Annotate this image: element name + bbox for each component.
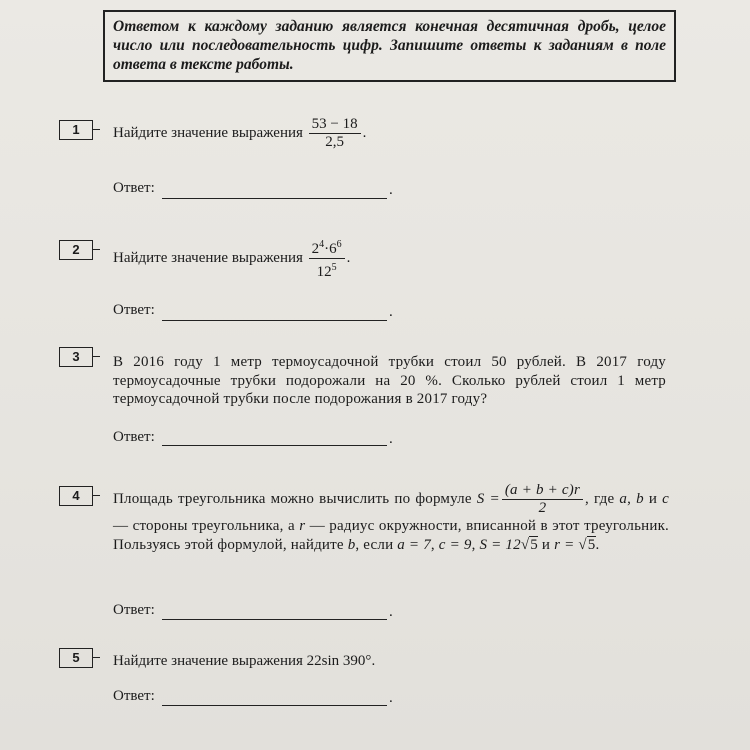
task-number-connector bbox=[93, 356, 100, 357]
var-r: r bbox=[299, 518, 306, 534]
task-1-numerator: 53 − 18 bbox=[309, 116, 361, 134]
task-1-fraction bbox=[309, 116, 361, 151]
sep: , bbox=[627, 490, 637, 507]
task-2-fraction bbox=[309, 236, 345, 281]
cond-s: S = 12 bbox=[479, 536, 521, 553]
task-number-2: 2 bbox=[59, 240, 93, 260]
cond-a: a = 7 bbox=[397, 536, 431, 553]
task-number-3: 3 bbox=[59, 347, 93, 367]
task-3-text: В 2016 году 1 метр термоусадочной трубки стоил 50 рублей. В 2017 году термоусадочные трубки подорожали на 20 %. Сколько рублей стоил 1 метр термоусадочной трубки после подорожания в 2017 году? bbox=[113, 354, 666, 407]
and-word-2: и bbox=[537, 536, 555, 553]
task-2-numerator bbox=[309, 236, 345, 259]
answer-dot-3: . bbox=[389, 431, 393, 447]
task-number-connector bbox=[93, 249, 100, 250]
answer-field-2[interactable] bbox=[162, 306, 387, 321]
cond-r-root: 5 bbox=[587, 536, 596, 553]
var-c: c bbox=[662, 490, 669, 507]
cond-s-root: 5 bbox=[530, 536, 538, 553]
task-2-text bbox=[113, 236, 350, 281]
answer-field-1[interactable] bbox=[162, 184, 387, 199]
var-a: a bbox=[619, 490, 628, 507]
formula-lhs: S = bbox=[476, 490, 500, 507]
instructions-text: Ответом к каждому заданию является конечная десятичная дробь, целое число или последовательность цифр. Запишите ответы к заданиям в поле ответа в тексте работы. bbox=[113, 18, 666, 73]
answer-label-2: Ответ: bbox=[113, 302, 155, 318]
find-b: b bbox=[347, 536, 356, 553]
task-2-period: . bbox=[346, 249, 351, 266]
task-number-connector bbox=[93, 495, 100, 496]
answer-field-5[interactable] bbox=[162, 691, 387, 706]
task-2-base-1: 2 bbox=[311, 241, 320, 257]
formula-fraction bbox=[502, 482, 583, 517]
formula-denominator: 2 bbox=[538, 500, 547, 516]
task-5-expression: 22sin 390° bbox=[306, 653, 372, 669]
task-4-where: , где bbox=[585, 490, 615, 507]
task-4-intro: Площадь треугольника можно вычислить по формуле bbox=[113, 490, 472, 507]
task-2-prompt: Найдите значение выражения bbox=[113, 249, 303, 266]
task-number-1: 1 bbox=[59, 120, 93, 140]
task-4-sides-text: — стороны треугольника, а bbox=[113, 518, 300, 534]
task-number-connector bbox=[93, 129, 100, 130]
instructions-box bbox=[103, 10, 676, 82]
and-word: и bbox=[643, 490, 663, 507]
answer-dot-5: . bbox=[389, 690, 393, 706]
task-5-period: . bbox=[371, 653, 376, 669]
task-2-exp-2: 6 bbox=[336, 239, 342, 250]
task-2-denominator bbox=[309, 259, 345, 281]
task-2-base-2: 6 bbox=[329, 241, 337, 257]
task-number-connector bbox=[93, 657, 100, 658]
answer-dot-2: . bbox=[389, 304, 393, 320]
answer-dot-1: . bbox=[389, 182, 393, 198]
task-number-4: 4 bbox=[59, 486, 93, 506]
if-word: , если bbox=[355, 536, 398, 553]
task-number-5: 5 bbox=[59, 648, 93, 668]
task-2-dot: · bbox=[324, 241, 330, 257]
var-b: b bbox=[636, 490, 644, 507]
task-4-radius-text: — радиус окружности, вписанной в этот треугольник. Пользуясь этой формулой, найдите bbox=[113, 518, 670, 553]
task-5-text bbox=[113, 652, 375, 670]
answer-label-1: Ответ: bbox=[113, 180, 155, 196]
answer-label-3: Ответ: bbox=[113, 429, 155, 445]
task-1-period: . bbox=[362, 124, 367, 141]
task-1-prompt: Найдите значение выражения bbox=[113, 124, 303, 141]
task-1-denominator: 2,5 bbox=[325, 134, 345, 150]
task-4-text: Площадь треугольника можно вычислить по формуле S = $\frac{(a + b + c)r}{2}$ , где a, b и c — стороны треугольника, а r — радиус окружности, вписанной в этот треугольник. Пользуясь этой формулой, найдите b, если a = 7, c = 9, S = 12√5 и r = √5. bbox=[113, 482, 670, 553]
task-2-exp-1: 4 bbox=[319, 239, 325, 250]
answer-label-5: Ответ: bbox=[113, 688, 155, 704]
cond-r: r = bbox=[554, 536, 579, 553]
formula-numerator: (a + b + c)r bbox=[502, 482, 583, 500]
answer-field-4[interactable] bbox=[162, 605, 387, 620]
task-5-prompt: Найдите значение выражения bbox=[113, 653, 303, 669]
answer-field-3[interactable] bbox=[162, 431, 387, 446]
answer-dot-4: . bbox=[389, 604, 393, 620]
cond-c: c = 9 bbox=[438, 536, 472, 553]
task-1-text bbox=[113, 116, 366, 151]
task-2-den-exp: 5 bbox=[331, 262, 337, 273]
answer-label-4: Ответ: bbox=[113, 602, 155, 618]
task-2-den-base: 12 bbox=[316, 264, 332, 280]
